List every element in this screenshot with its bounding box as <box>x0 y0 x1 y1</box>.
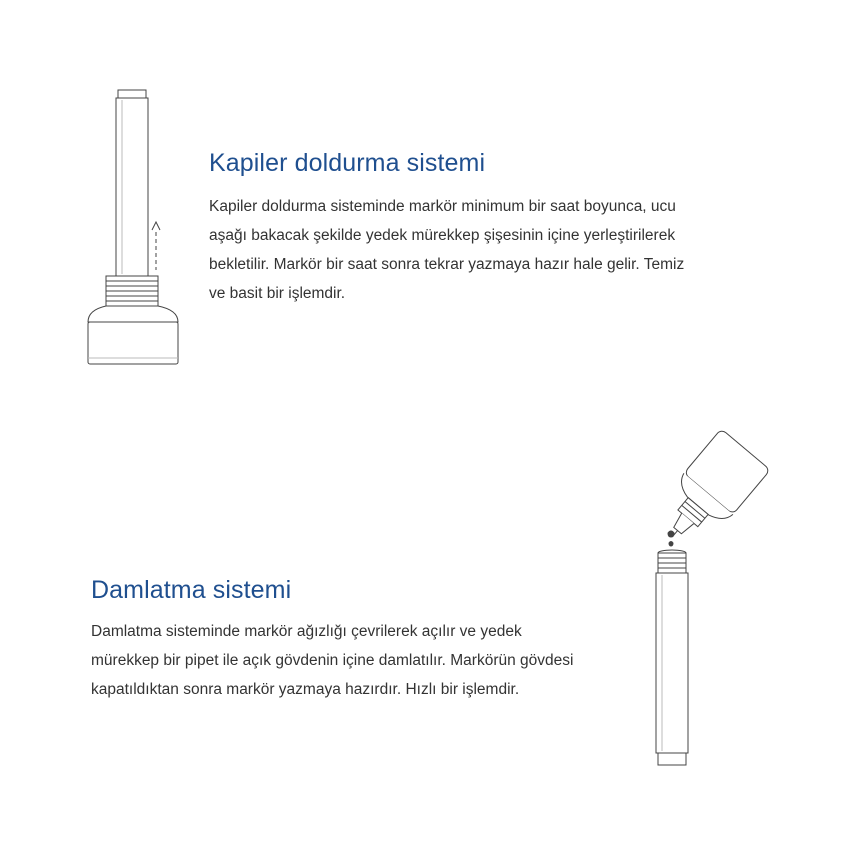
drip-line-1: Damlatma sisteminde markör ağızlığı çevrilerek açılır ve yedek <box>91 623 522 640</box>
capillary-description <box>209 192 769 308</box>
capillary-line-2: aşağı bakacak şekilde yedek mürekkep şişesinin içine yerleştirilerek <box>209 227 676 244</box>
drip-title: Damlatma sistemi <box>91 576 292 604</box>
capillary-line-3: bekletilir. Markör bir saat sonra tekrar yazmaya hazır hale gelir. Temiz <box>209 256 685 273</box>
capillary-line-4: ve basit bir işlemdir. <box>209 285 346 302</box>
drip-section <box>91 576 651 704</box>
drip-line-2: mürekkep bir pipet ile açık gövdenin içine damlatılır. Markörün gövdesi <box>91 652 574 669</box>
ink-drop-bottle-icon <box>640 425 775 775</box>
capillary-line-1: Kapiler doldurma sisteminde markör minimum bir saat boyunca, ucu <box>209 198 676 215</box>
drip-description <box>91 617 651 704</box>
drip-line-3: kapatıldıktan sonra markör yazmaya hazırdır. Hızlı bir işlemdir. <box>91 681 520 698</box>
capillary-title: Kapiler doldurma sistemi <box>209 149 486 177</box>
capillary-section <box>209 149 769 308</box>
marker-in-ink-bottle-icon <box>78 82 188 372</box>
